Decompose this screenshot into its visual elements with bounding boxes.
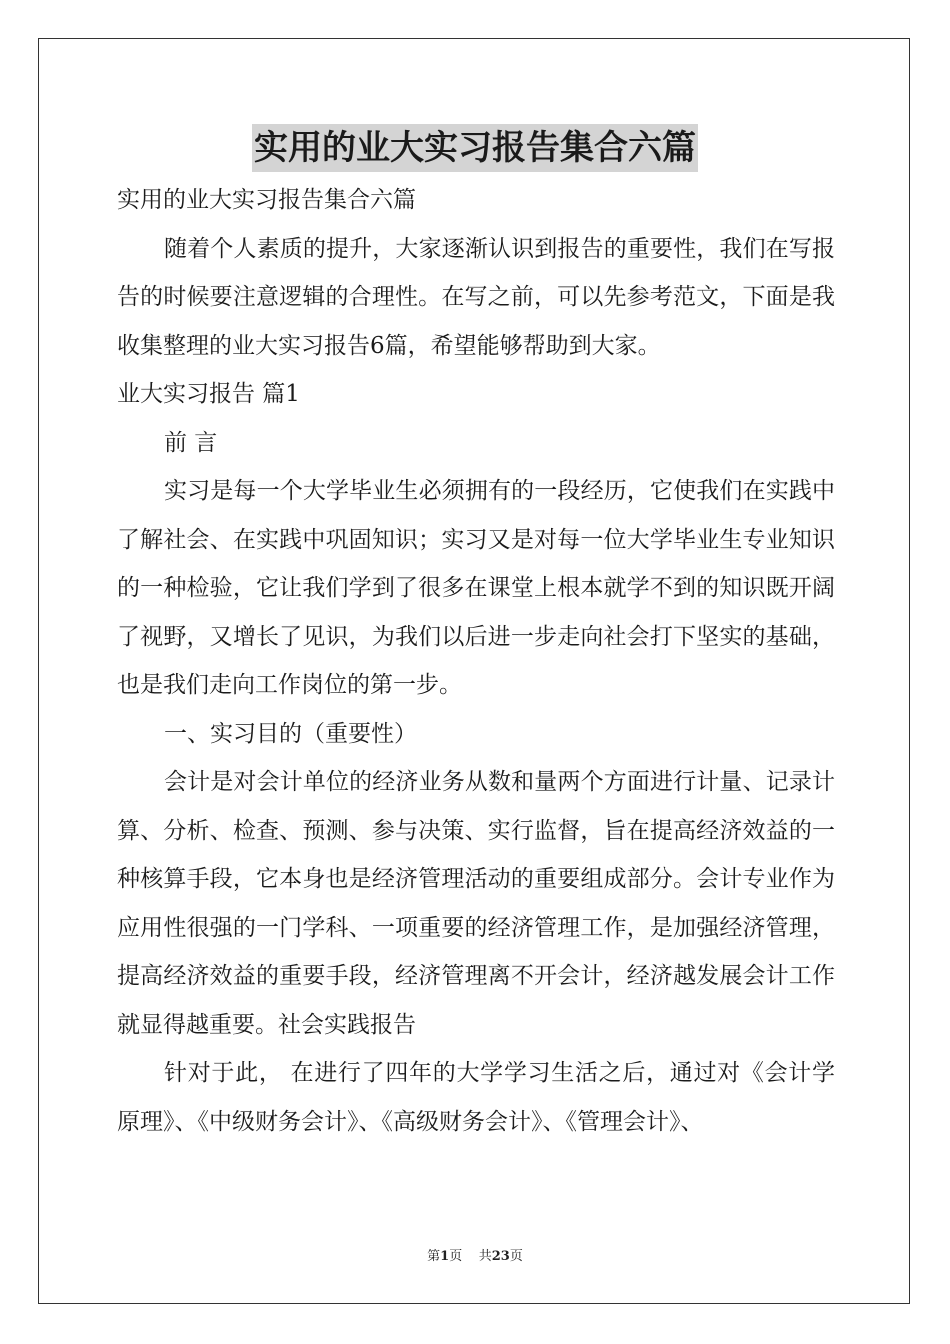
paragraph: 实用的业大实习报告集合六篇	[117, 187, 416, 213]
paragraph: 随着个人素质的提升，大家逐渐认识到报告的重要性，我们在写报告的时候要注意逻辑的合理性。在写之前，可以先参考范文，下面是我收集整理的业大实习报告6篇，希望能够帮助到大家。	[117, 235, 835, 359]
paragraph: 业大实习报告 篇1	[117, 381, 300, 407]
page-footer	[0, 1248, 950, 1266]
paragraph: 会计是对会计单位的经济业务从数和量两个方面进行计量、记录计算、分析、检查、预测、参与决策、实行监督，旨在提高经济效益的一种核算手段，它本身也是经济管理活动的重要组成部分。会计专业作为应用性很强的一门学科、一项重要的经济管理工作，是加强经济管理，提高经济效益的重要手段，经济管理离不开会计，经济越发展会计工作就显得越重要。社会实践报告	[117, 769, 835, 1038]
title-container	[0, 124, 950, 172]
page-number: 1	[440, 1249, 450, 1264]
document-title: 实用的业大实习报告集合六篇	[252, 124, 698, 172]
paragraph: 针对于此， 在进行了四年的大学学习生活之后，通过对《会计学原理》、《中级财务会计》、《高级财务会计》、《管理会计》、	[117, 1060, 835, 1135]
paragraph: 实习是每一个大学毕业生必须拥有的一段经历，它使我们在实践中了解社会、在实践中巩固知识；实习又是对每一位大学毕业生专业知识的一种检验，它让我们学到了很多在课堂上根本就学不到的知识既开阔了视野，又增长了见识，为我们以后进一步走向社会打下坚实的基础，也是我们走向工作岗位的第一步。	[117, 478, 835, 698]
total-pages: 23	[491, 1249, 510, 1264]
page-suffix: 页	[449, 1249, 463, 1264]
paragraph: 一、实习目的（重要性）	[164, 720, 417, 747]
document-body	[117, 176, 835, 1146]
total-suffix: 页	[509, 1249, 523, 1264]
total-prefix: 共	[478, 1249, 492, 1264]
page-prefix: 第	[427, 1249, 441, 1264]
paragraph: 前 言	[164, 429, 218, 456]
